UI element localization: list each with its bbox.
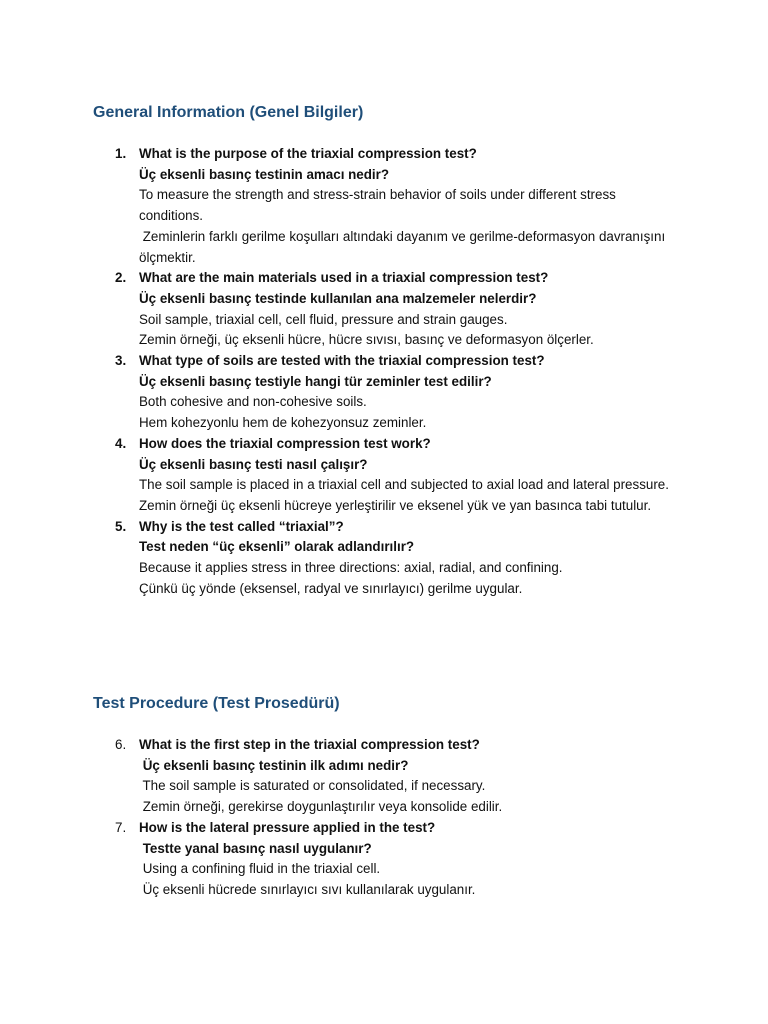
answer-en: The soil sample is placed in a triaxial cell and subjected to axial load and lateral pressure. [139, 477, 669, 493]
question-tr: Üç eksenli basınç testiyle hangi tür zeminler test edilir? [139, 373, 492, 389]
answer-tr: Zemin örneği, gerekirse doygunlaştırılır veya konsolide edilir. [139, 799, 503, 815]
question-en: What type of soils are tested with the triaxial compression test? [139, 353, 545, 369]
item-number: 4. [115, 435, 127, 451]
list-item [93, 434, 693, 517]
item-number: 6. [115, 737, 127, 752]
list-item [93, 818, 693, 901]
answer-tr: Zeminlerin farklı gerilme koşulları altındaki dayanım ve gerilme-deformasyon davranışını ölçmektir. [139, 228, 669, 265]
answer-en: To measure the strength and stress-strain behavior of soils under different stress conditions. [139, 187, 616, 224]
question-en: What is the purpose of the triaxial compression test? [139, 146, 477, 161]
list-item [93, 735, 693, 818]
item-number: 3. [115, 353, 127, 369]
answer-en: Soil sample, triaxial cell, cell fluid, pressure and strain gauges. [139, 311, 508, 327]
question-tr: Testte yanal basınç nasıl uygulanır? [139, 840, 372, 856]
question-tr: Üç eksenli basınç testi nasıl çalışır? [139, 456, 368, 472]
question-tr: Test neden “üç eksenli” olarak adlandırılır? [139, 539, 415, 555]
section-title: Test Procedure (Test Prosedürü) [93, 695, 340, 712]
question-en: What are the main materials used in a triaxial compression test? [139, 270, 549, 286]
question-tr: Üç eksenli basınç testinin amacı nedir? [139, 166, 390, 182]
answer-tr: Üç eksenli hücrede sınırlayıcı sıvı kullanılarak uygulanır. [139, 881, 476, 897]
section-title: General Information (Genel Bilgiler) [93, 104, 364, 121]
answer-tr: Hem kohezyonlu hem de kohezyonsuz zeminler. [139, 415, 427, 431]
item-number: 7. [115, 819, 127, 835]
answer-en: The soil sample is saturated or consolidated, if necessary. [139, 778, 486, 794]
question-en: Why is the test called “triaxial”? [139, 518, 344, 534]
item-number: 1. [115, 146, 127, 161]
answer-tr: Çünkü üç yönde (eksensel, radyal ve sınırlayıcı) gerilme uygular. [139, 580, 523, 596]
item-number: 5. [115, 518, 127, 534]
answer-en: Using a confining fluid in the triaxial cell. [139, 861, 381, 877]
question-en: What is the first step in the triaxial compression test? [139, 737, 480, 752]
list-item [93, 144, 693, 268]
answer-tr: Zemin örneği üç eksenli hücreye yerleştirilir ve eksenel yük ve yan basınca tabi tutulur. [139, 497, 652, 513]
answer-en: Both cohesive and non-cohesive soils. [139, 394, 367, 410]
question-tr: Üç eksenli basınç testinde kullanılan ana malzemeler nelerdir? [139, 290, 537, 306]
list-item [93, 351, 693, 434]
list-item [93, 268, 693, 351]
question-list [93, 735, 693, 901]
section-general-information [93, 103, 693, 596]
item-number: 2. [115, 270, 127, 286]
answer-en: Because it applies stress in three directions: axial, radial, and confining. [139, 560, 563, 576]
question-en: How is the lateral pressure applied in the test? [139, 819, 436, 835]
question-list [93, 144, 693, 599]
question-tr: Üç eksenli basınç testinin ilk adımı nedir? [139, 757, 409, 773]
question-en: How does the triaxial compression test work? [139, 435, 431, 451]
answer-tr: Zemin örneği, üç eksenli hücre, hücre sıvısı, basınç ve deformasyon ölçerler. [139, 332, 594, 348]
section-test-procedure [93, 694, 693, 897]
list-item [93, 517, 693, 600]
